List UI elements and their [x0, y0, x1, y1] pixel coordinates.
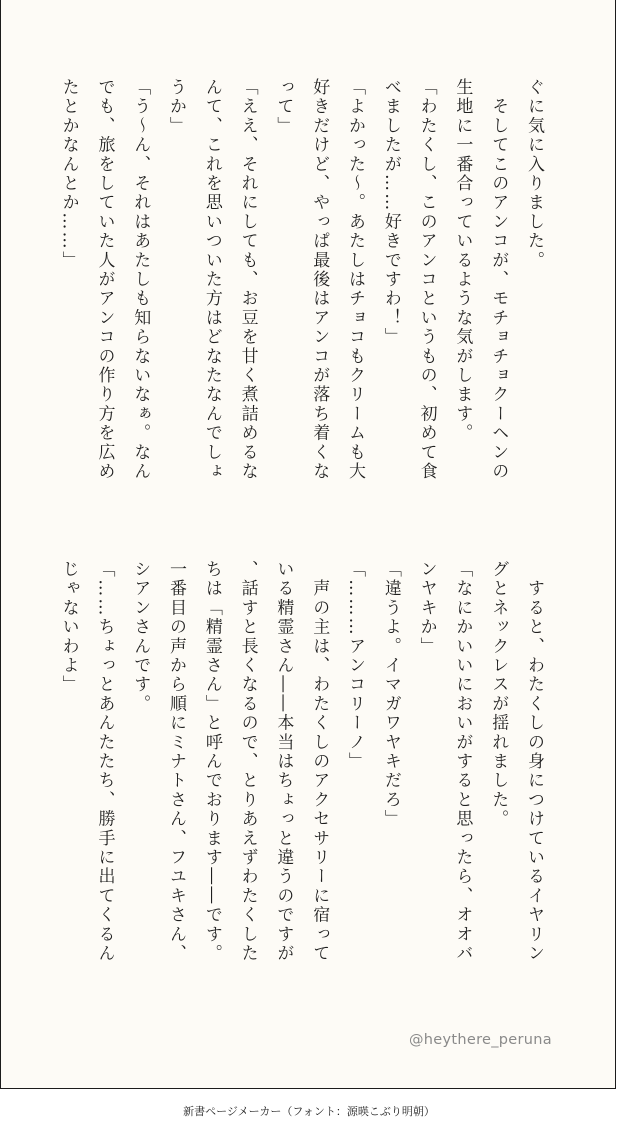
text-line: んて、これを思いついた方はどなたなんでしょ [201, 78, 222, 482]
text-line: 「……ちょっとあんたたち、勝手に出てくるん [94, 560, 115, 964]
paragraph [265, 78, 372, 481]
text-line: グとネックレスが揺れました。 [488, 560, 509, 829]
text-line: 「う〜ん、それはあたしも知らないなぁ。なん [130, 78, 151, 482]
lower-text-column [58, 560, 551, 1020]
text-line: ンヤキか」 [416, 560, 437, 656]
lower-text-block [50, 560, 551, 963]
text-line: べましたが……好きですわ！」 [380, 78, 401, 347]
paragraph [50, 560, 122, 963]
text-line: 、話すと長くなるので、とりあえずわたくした [237, 560, 258, 964]
text-line: 一番目の声から順にミナトさん、フユキさん、 [166, 560, 187, 964]
paragraph [372, 560, 408, 963]
text-line: 生地に一番合っているような気がします。 [452, 78, 473, 443]
text-line: ぐに気に入りました。 [524, 78, 544, 270]
text-line: そしてこのアンコが、モチョチョクーヘンの [488, 78, 509, 482]
author-handle: @heythere_peruna [409, 1032, 552, 1048]
upper-text-column [58, 78, 551, 533]
text-line: 「ええ、それにしても、お豆を甘く煮詰めるな [237, 78, 258, 482]
upper-text-block [50, 78, 551, 481]
text-line: たとかなんとか……」 [58, 78, 79, 270]
text-line: 声の主は、わたくしのアクセサリーに宿って [309, 560, 330, 964]
text-line: ちは「精霊さん」と呼んでおります――です。 [201, 560, 222, 964]
paragraph [336, 560, 372, 963]
text-line: 「なにかいいにおいがすると思ったら、オオバ [452, 560, 473, 964]
text-line: 「………アンコリーノ」 [345, 560, 366, 772]
paragraph [50, 78, 157, 481]
text-line: 「わたくし、このアンコというもの、初めて食 [416, 78, 437, 482]
text-line: でも、旅をしていた人がアンコの作り方を広め [94, 78, 115, 482]
paragraph [121, 560, 336, 963]
text-line: 「よかった〜。あたしはチョコもクリームも大 [345, 78, 366, 482]
text-line: うか」 [166, 78, 187, 136]
paragraph [157, 78, 264, 481]
paragraph [372, 78, 444, 481]
text-line: すると、わたくしの身につけているイヤリン [524, 560, 544, 964]
text-line: って」 [273, 78, 294, 136]
paragraph [515, 78, 551, 481]
text-line: じゃないわよ」 [58, 560, 79, 695]
text-line: いる精霊さん――本当はちょっと違うのですが [273, 560, 294, 964]
paragraph [408, 560, 480, 963]
text-line: 好きだけど、やっぱ最後はアンコが落ち着くな [309, 78, 330, 482]
page-caption: 新書ページメーカー（フォント：源暎こぶり明朝） [183, 1105, 435, 1118]
paragraph [444, 78, 516, 481]
text-line: 「違うよ。イマガワヤキだろ」 [380, 560, 401, 829]
paragraph [479, 560, 551, 963]
text-line: シアンさんです。 [130, 560, 151, 714]
